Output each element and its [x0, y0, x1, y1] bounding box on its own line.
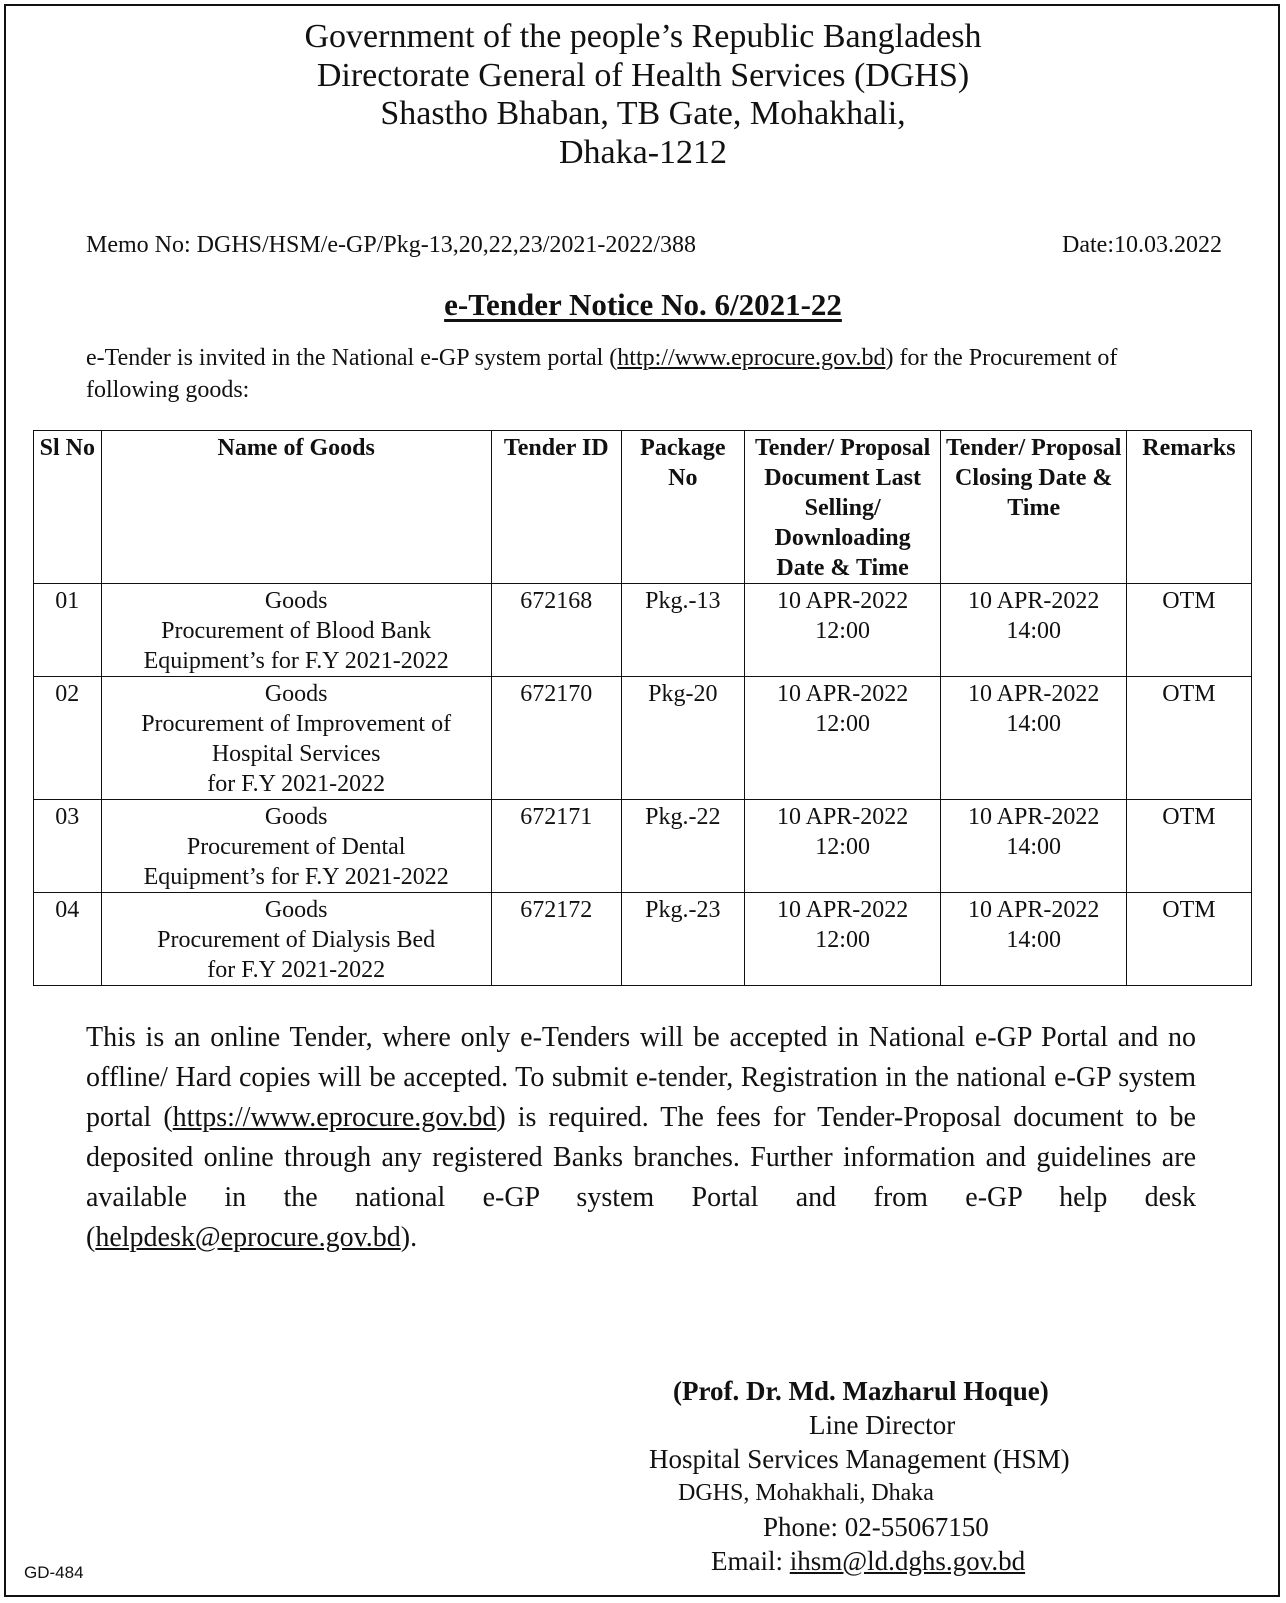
cell-closing: 10 APR-2022 14:00: [941, 893, 1127, 986]
cell-selling: 10 APR-2022 12:00: [744, 677, 941, 800]
cell-sl: 04: [34, 893, 102, 986]
table-row: [34, 677, 1252, 800]
memo-row: [86, 232, 1222, 259]
cell-closing: 10 APR-2022 14:00: [941, 584, 1127, 677]
cell-package: Pkg.-23: [621, 893, 744, 986]
cell-sl: 01: [34, 584, 102, 677]
eprocure-https-link[interactable]: https://www.eprocure.gov.bd: [172, 1102, 497, 1133]
eprocure-link[interactable]: http://www.eprocure.gov.bd: [617, 345, 886, 371]
header-name: Name of Goods: [101, 431, 491, 584]
instructions-paragraph: This is an online Tender, where only e-Tenders will be accepted in National e-GP Portal and no offline/ Hard copies will be accepted. To submit e-tender, Registration in the national e-GP system portal (https://www.eprocure.gov.bd) is required. The fees for Tender-Proposal document to be deposited online through any registered Banks branches. Further information and guidelines are available in the national e-GP system Portal and from e-GP help desk (helpdesk@eprocure.gov.bd).: [86, 1022, 1196, 1253]
memo-date: Date:10.03.2022: [1062, 232, 1222, 258]
cell-remarks: OTM: [1126, 800, 1251, 893]
header-remarks: Remarks: [1126, 431, 1251, 584]
notice-title: e-Tender Notice No. 6/2021-22: [444, 287, 842, 322]
signatory-title: Line Director: [809, 1410, 956, 1440]
cell-remarks: OTM: [1126, 584, 1251, 677]
cell-remarks: OTM: [1126, 893, 1251, 986]
cell-tender-id: 672168: [491, 584, 621, 677]
cell-closing: 10 APR-2022 14:00: [941, 677, 1127, 800]
cell-name: Goods Procurement of Dialysis Bed for F.Y 2021-2022: [101, 893, 491, 986]
cell-tender-id: 672172: [491, 893, 621, 986]
signatory-department: Hospital Services Management (HSM): [649, 1444, 1070, 1474]
header-package: Package No: [621, 431, 744, 584]
letterhead-line-1: Government of the people’s Republic Bangladesh: [304, 18, 982, 55]
footer-code: GD-484: [24, 1563, 84, 1582]
cell-closing: 10 APR-2022 14:00: [941, 800, 1127, 893]
goods-table: [33, 430, 1252, 986]
cell-package: Pkg.-13: [621, 584, 744, 677]
cell-sl: 02: [34, 677, 102, 800]
signatory-location: DGHS, Mohakhali, Dhaka: [678, 1480, 934, 1506]
cell-tender-id: 672170: [491, 677, 621, 800]
cell-selling: 10 APR-2022 12:00: [744, 584, 941, 677]
cell-selling: 10 APR-2022 12:00: [744, 893, 941, 986]
cell-package: Pkg-20: [621, 677, 744, 800]
table-row: [34, 893, 1252, 986]
intro-paragraph: e-Tender is invited in the National e-GP system portal (http://www.eprocure.gov.bd) for the Procurement of following goods:: [86, 345, 1118, 403]
memo-number: Memo No: DGHS/HSM/e-GP/Pkg-13,20,22,23/2021-2022/388: [86, 232, 697, 258]
cell-name: Goods Procurement of Dental Equipment’s for F.Y 2021-2022: [101, 800, 491, 893]
cell-remarks: OTM: [1126, 677, 1251, 800]
cell-name: Goods Procurement of Blood Bank Equipment’s for F.Y 2021-2022: [101, 584, 491, 677]
signatory-email[interactable]: ihsm@ld.dghs.gov.bd: [789, 1546, 1026, 1576]
signatory-email-line: Email: ihsm@ld.dghs.gov.bd: [711, 1546, 1026, 1576]
signatory-phone: Phone: 02-55067150: [763, 1512, 989, 1542]
cell-sl: 03: [34, 800, 102, 893]
header-selling: Tender/ Proposal Document Last Selling/ Downloading Date & Time: [744, 431, 941, 584]
header-tender-id: Tender ID: [491, 431, 621, 584]
letterhead-line-3: Shastho Bhaban, TB Gate, Mohakhali,: [380, 95, 906, 132]
signatory-name: (Prof. Dr. Md. Mazharul Hoque): [673, 1376, 1049, 1406]
header-closing: Tender/ Proposal Closing Date & Time: [941, 431, 1127, 584]
cell-tender-id: 672171: [491, 800, 621, 893]
table-header-row: [34, 431, 1252, 584]
letterhead-line-2: Directorate General of Health Services (DGHS): [316, 56, 970, 94]
cell-package: Pkg.-22: [621, 800, 744, 893]
cell-selling: 10 APR-2022 12:00: [744, 800, 941, 893]
letterhead: [0, 18, 1286, 172]
helpdesk-email-link[interactable]: helpdesk@eprocure.gov.bd: [95, 1222, 401, 1253]
letterhead-line-4: Dhaka-1212: [558, 133, 728, 171]
table-row: [34, 800, 1252, 893]
header-sl: Sl No: [34, 431, 102, 584]
table-row: [34, 584, 1252, 677]
cell-name: Goods Procurement of Improvement of Hospital Services for F.Y 2021-2022: [101, 677, 491, 800]
